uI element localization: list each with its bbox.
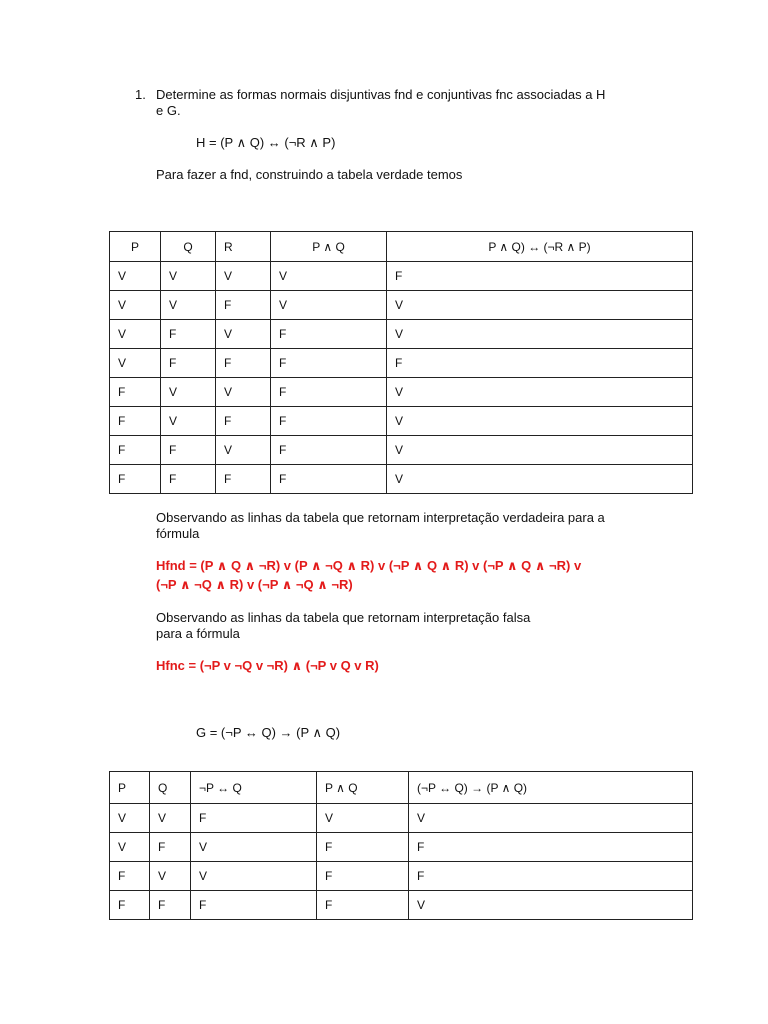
column-header: P ∧ Q bbox=[317, 772, 409, 804]
table-cell: F bbox=[150, 833, 191, 862]
column-header: Q bbox=[161, 232, 216, 262]
table-row bbox=[110, 465, 693, 494]
table-cell: F bbox=[409, 862, 693, 891]
intro-text: Para fazer a fnd, construindo a tabela verdade temos bbox=[156, 167, 463, 182]
table-row bbox=[110, 862, 693, 891]
table-row bbox=[110, 436, 693, 465]
table-row bbox=[110, 349, 693, 378]
table-cell: V bbox=[161, 291, 216, 320]
column-header: ¬P ↔ Q bbox=[191, 772, 317, 804]
g-formula: G = (¬P ↔ Q) → (P ∧ Q) bbox=[196, 725, 341, 740]
question-line-1: Determine as formas normais disjuntivas fnd e conjuntivas fnc associadas a H bbox=[156, 87, 606, 102]
table-cell: F bbox=[317, 891, 409, 920]
table-header-row bbox=[110, 232, 693, 262]
table-cell: F bbox=[161, 465, 216, 494]
table-cell: F bbox=[387, 262, 693, 291]
table-cell: F bbox=[271, 378, 387, 407]
table-cell: F bbox=[409, 833, 693, 862]
table-cell: V bbox=[110, 320, 161, 349]
truth-table-g bbox=[109, 771, 693, 920]
table-cell: F bbox=[110, 465, 161, 494]
table-cell: F bbox=[161, 436, 216, 465]
table-cell: V bbox=[216, 262, 271, 291]
table-cell: V bbox=[150, 862, 191, 891]
table-header-row bbox=[110, 772, 693, 804]
table-cell: V bbox=[110, 291, 161, 320]
table-cell: V bbox=[409, 804, 693, 833]
table-cell: F bbox=[191, 891, 317, 920]
table-cell: F bbox=[216, 349, 271, 378]
table-cell: V bbox=[387, 436, 693, 465]
table-cell: F bbox=[216, 291, 271, 320]
table-cell: F bbox=[150, 891, 191, 920]
column-header: Q bbox=[150, 772, 191, 804]
table-cell: V bbox=[110, 833, 150, 862]
question-line-2: e G. bbox=[156, 103, 181, 118]
table-row bbox=[110, 407, 693, 436]
table-cell: F bbox=[110, 891, 150, 920]
table-cell: V bbox=[271, 291, 387, 320]
h-formula: H = (P ∧ Q) ↔ (¬R ∧ P) bbox=[196, 135, 336, 150]
table-row bbox=[110, 804, 693, 833]
truth-table-h bbox=[109, 231, 693, 494]
table-cell: V bbox=[110, 804, 150, 833]
column-header: P ∧ Q) ↔ (¬R ∧ P) bbox=[387, 232, 693, 262]
table-cell: V bbox=[387, 465, 693, 494]
table-row bbox=[110, 291, 693, 320]
obs-false-line-1: Observando as linhas da tabela que retornam interpretação falsa bbox=[156, 610, 531, 625]
table-cell: F bbox=[161, 349, 216, 378]
hfnd-line-2: (¬P ∧ ¬Q ∧ R) v (¬P ∧ ¬Q ∧ ¬R) bbox=[156, 577, 353, 592]
table-cell: F bbox=[317, 833, 409, 862]
table-cell: F bbox=[216, 407, 271, 436]
obs-true-line-1: Observando as linhas da tabela que retornam interpretação verdadeira para a bbox=[156, 510, 605, 525]
table-cell: V bbox=[191, 862, 317, 891]
table-cell: V bbox=[216, 320, 271, 349]
obs-false-line-2: para a fórmula bbox=[156, 626, 240, 641]
table-cell: F bbox=[317, 862, 409, 891]
question-number: 1. bbox=[135, 87, 146, 102]
hfnc: Hfnc = (¬P v ¬Q v ¬R) ∧ (¬P v Q v R) bbox=[156, 658, 379, 673]
table-cell: F bbox=[271, 407, 387, 436]
table-row bbox=[110, 891, 693, 920]
column-header: R bbox=[216, 232, 271, 262]
table-cell: F bbox=[191, 804, 317, 833]
table-row bbox=[110, 262, 693, 291]
table-cell: F bbox=[271, 465, 387, 494]
table-cell: F bbox=[110, 862, 150, 891]
table-cell: F bbox=[271, 349, 387, 378]
table-cell: F bbox=[271, 436, 387, 465]
table-cell: F bbox=[161, 320, 216, 349]
table-row bbox=[110, 378, 693, 407]
table-cell: V bbox=[271, 262, 387, 291]
table-cell: V bbox=[191, 833, 317, 862]
table-cell: V bbox=[216, 378, 271, 407]
table-row bbox=[110, 320, 693, 349]
obs-true-line-2: fórmula bbox=[156, 526, 200, 541]
table-cell: V bbox=[150, 804, 191, 833]
table-cell: F bbox=[110, 407, 161, 436]
table-cell: V bbox=[387, 378, 693, 407]
table-cell: V bbox=[161, 378, 216, 407]
table-cell: F bbox=[110, 378, 161, 407]
table-cell: V bbox=[387, 320, 693, 349]
table-cell: V bbox=[110, 262, 161, 291]
table-cell: F bbox=[271, 320, 387, 349]
table-cell: V bbox=[409, 891, 693, 920]
hfnd-line-1: Hfnd = (P ∧ Q ∧ ¬R) v (P ∧ ¬Q ∧ R) v (¬P ∧ Q ∧ R) v (¬P ∧ Q ∧ ¬R) v bbox=[156, 558, 582, 573]
table-cell: V bbox=[387, 291, 693, 320]
table-cell: V bbox=[317, 804, 409, 833]
table-cell: F bbox=[216, 465, 271, 494]
column-header: P bbox=[110, 772, 150, 804]
table-cell: V bbox=[161, 407, 216, 436]
table-cell: V bbox=[161, 262, 216, 291]
column-header: (¬P ↔ Q) → (P ∧ Q) bbox=[409, 772, 693, 804]
table-cell: F bbox=[110, 436, 161, 465]
column-header: P ∧ Q bbox=[271, 232, 387, 262]
column-header: P bbox=[110, 232, 161, 262]
table-cell: V bbox=[216, 436, 271, 465]
table-row bbox=[110, 833, 693, 862]
table-cell: F bbox=[387, 349, 693, 378]
table-cell: V bbox=[110, 349, 161, 378]
table-cell: V bbox=[387, 407, 693, 436]
